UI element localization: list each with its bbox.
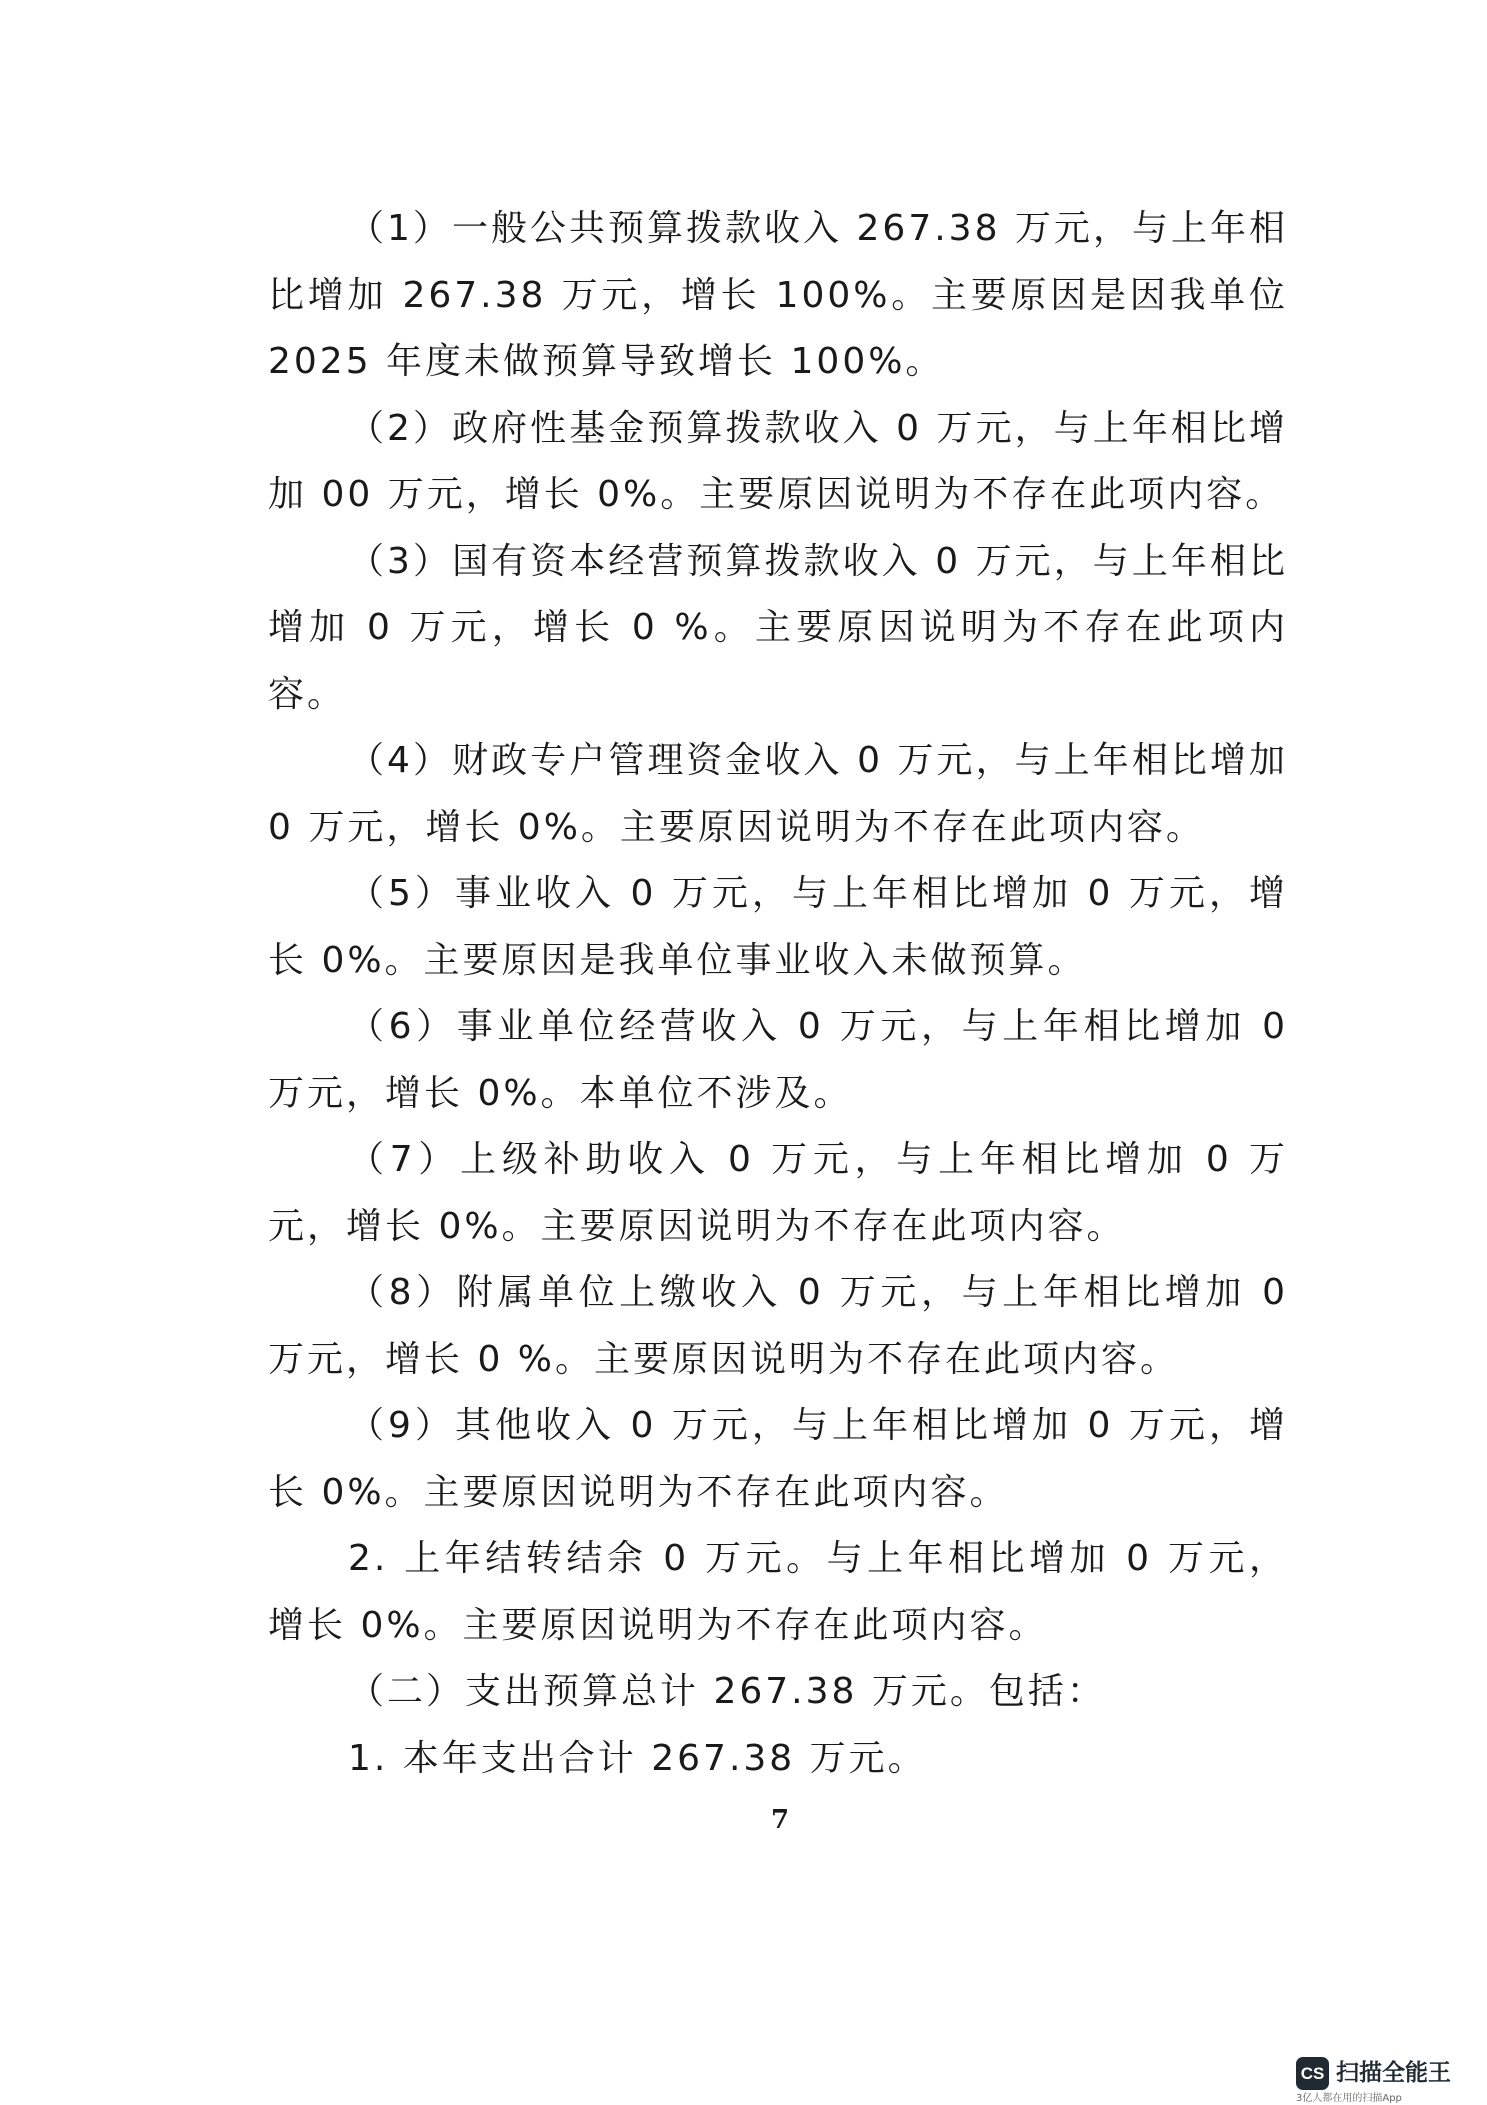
page-number: 7 — [770, 1805, 790, 1835]
paragraph-state-capital-income: （3）国有资本经营预算拨款收入 0 万元，与上年相比增加 0 万元，增长 0 %。主要原因说明为不存在此项内容。 — [268, 540, 1288, 715]
paragraph-superior-subsidy-income: （7）上级补助收入 0 万元，与上年相比增加 0 万元，增长 0%。主要原因说明为不存在此项内容。 — [268, 1139, 1288, 1247]
paragraph-operating-income: （6）事业单位经营收入 0 万元，与上年相比增加 0 万元，增长 0%。本单位不涉及。 — [268, 1006, 1288, 1114]
watermark-app-name: 扫描全能王 — [1336, 2060, 1451, 2086]
paragraph-government-fund-income: （2）政府性基金预算拨款收入 0 万元，与上年相比增加 00 万元，增长 0%。主要原因说明为不存在此项内容。 — [268, 407, 1288, 515]
paragraph-general-budget-income: （1）一般公共预算拨款收入 267.38 万元，与上年相比增加 267.38 万元，增长 100%。主要原因是因我单位 2025 年度未做预算导致增长 100%。 — [268, 208, 1288, 382]
document-body — [268, 196, 1288, 1792]
paragraph-fiscal-account-income: （4）财政专户管理资金收入 0 万元，与上年相比增加 0 万元，增长 0%。主要原因说明为不存在此项内容。 — [268, 740, 1288, 848]
paragraph-current-year-expenditure: 1. 本年支出合计 267.38 万元。 — [348, 1737, 927, 1779]
paragraph-affiliate-remittance-income: （8）附属单位上缴收入 0 万元，与上年相比增加 0 万元，增长 0 %。主要原因说明为不存在此项内容。 — [268, 1272, 1288, 1380]
watermark-slogan: 3亿人都在用的扫描App — [1296, 2093, 1402, 2104]
camscanner-logo-icon: CS — [1296, 2057, 1329, 2090]
paragraph-other-income: （9）其他收入 0 万元，与上年相比增加 0 万元，增长 0%。主要原因说明为不存在此项内容。 — [268, 1405, 1288, 1513]
paragraph-carryover-balance: 2. 上年结转结余 0 万元。与上年相比增加 0 万元，增长 0%。主要原因说明为不存在此项内容。 — [268, 1538, 1288, 1646]
paragraph-expenditure-total: （二）支出预算总计 267.38 万元。包括： — [348, 1671, 1106, 1712]
paragraph-business-income: （5）事业收入 0 万元，与上年相比增加 0 万元，增长 0%。主要原因是我单位事业收入未做预算。 — [268, 873, 1288, 981]
scanner-watermark — [1296, 2057, 1476, 2103]
